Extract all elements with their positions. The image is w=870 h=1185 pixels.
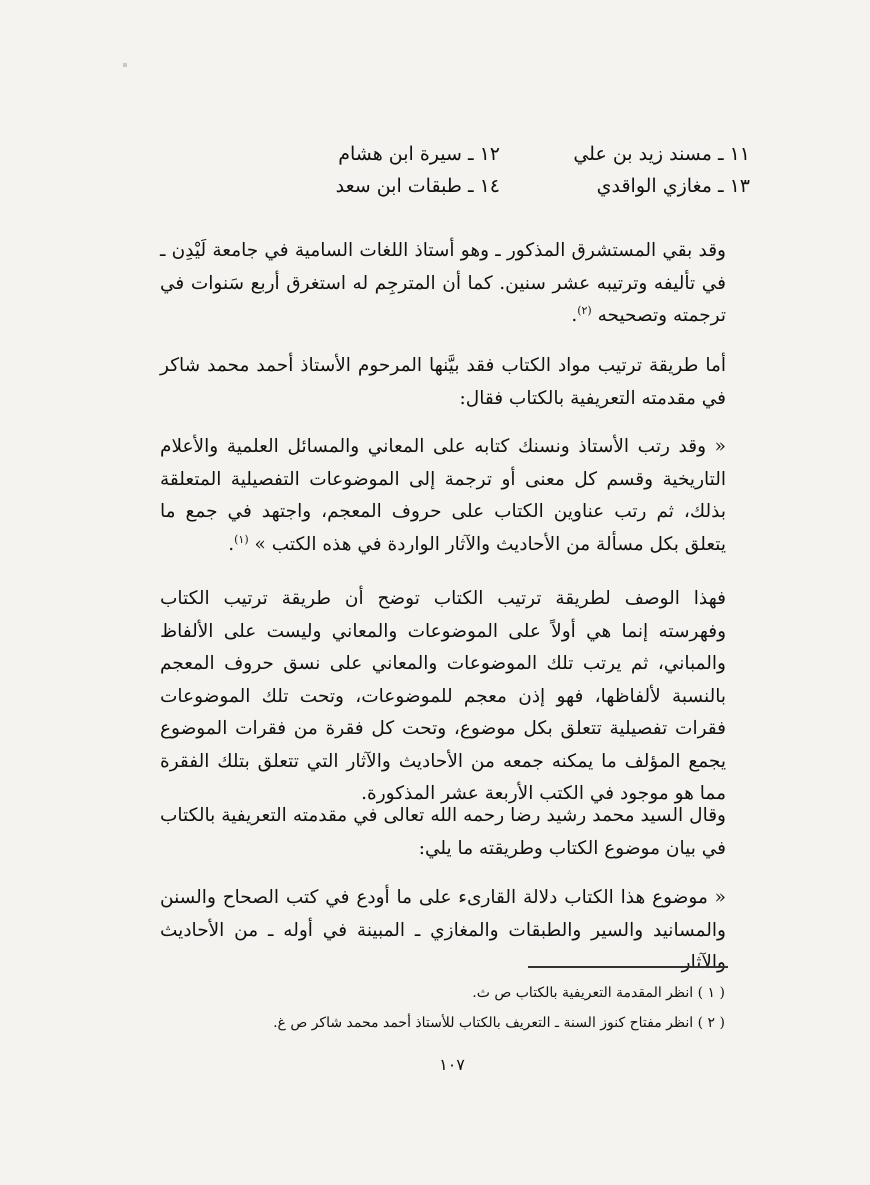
book-list-item: ١٤ ـ طبقات ابن سعد [335,175,500,197]
book-list [270,138,750,208]
page-number: ١٠٧ [439,1055,465,1074]
book-list-row [270,138,750,170]
book-list-row [270,170,750,202]
book-list-item: ١١ ـ مسند زيد بن علي [573,143,750,165]
quoted-paragraph [160,882,726,980]
paragraph-text: « وقد رتب الأستاذ ونسنك كتابه على المعاني والمسائل العلمية والأعلام التاريخية وقسم كل معنى أو ترجمة إلى الموضوعات التفصيلية المتعلقة بذلك، ثم رتب عناوين الكتاب على حروف المعجم، واجتهد في جمع ما يتعلق بكل مسألة من الأحاديث والآثار الواردة في هذه الكتب » [160,436,726,555]
paragraph [160,350,726,415]
paragraph [160,235,726,333]
period: . [571,305,578,326]
period: . [228,533,235,555]
scan-speck [123,63,127,67]
footnote-reference: (٢) [577,303,592,317]
footnote-divider [528,966,728,968]
footnote-reference: (١) [234,532,249,546]
paragraph [160,583,726,811]
book-list-item: ١٣ ـ مغازي الواقدي [596,175,750,197]
paragraph [160,800,726,865]
quoted-paragraph [160,431,726,561]
paragraph-text: وقال السيد محمد رشيد رضا رحمه الله تعالى في مقدمته التعريفية بالكتاب في بيان موضوع الكتاب وطريقته ما يلي: [160,805,726,859]
book-list-item: ١٢ ـ سيرة ابن هشام [338,143,500,165]
paragraph-text: « موضوع هذا الكتاب دلالة القارىء على ما أودع في كتب الصحاح والسنن والمسانيد والسير والطبقات والمغازي ـ المبينة في أوله ـ من الأحاديث والآثار [160,887,726,973]
footnote: ( ١ ) انظر المقدمة التعريفية بالكتاب ص ث. [472,985,725,1001]
footnote: ( ٢ ) انظر مفتاح كنوز السنة ـ التعريف بالكتاب للأستاذ أحمد محمد شاكر ص غ. [273,1015,725,1031]
paragraph-text: وقد بقي المستشرق المذكور ـ وهو أستاذ اللغات السامية في جامعة لَيْدِن ـ في تأليفه وترتيبه عشر سنين. كما أن المترجِم له استغرق أربع سَنوات في ترجمته وتصحيحه [160,240,726,326]
paragraph-text: فهذا الوصف لطريقة ترتيب الكتاب توضح أن طريقة ترتيب الكتاب وفهرسته إنما هي أولاً على الموضوعات والمعاني وليست على الألفاظ والمباني، ثم يرتب تلك الموضوعات والمعاني على نسق حروف المعجم بالنسبة لألفاظها، فهو إذن معجم للموضوعات، وتحت تلك الموضوعات فقرات تفصيلية تتعلق بكل موضوع، وتحت كل فقرة من فقرات الموضوع يجمع المؤلف ما يمكنه جمعه من الأحاديث والآثار التي تتعلق بتلك الفقرة مما هو موجود في الكتب الأربعة عشر المذكورة. [160,588,726,804]
paragraph-text: أما طريقة ترتيب مواد الكتاب فقد بيَّنها المرحوم الأستاذ أحمد محمد شاكر في مقدمته التعريفية بالكتاب فقال: [160,355,726,409]
